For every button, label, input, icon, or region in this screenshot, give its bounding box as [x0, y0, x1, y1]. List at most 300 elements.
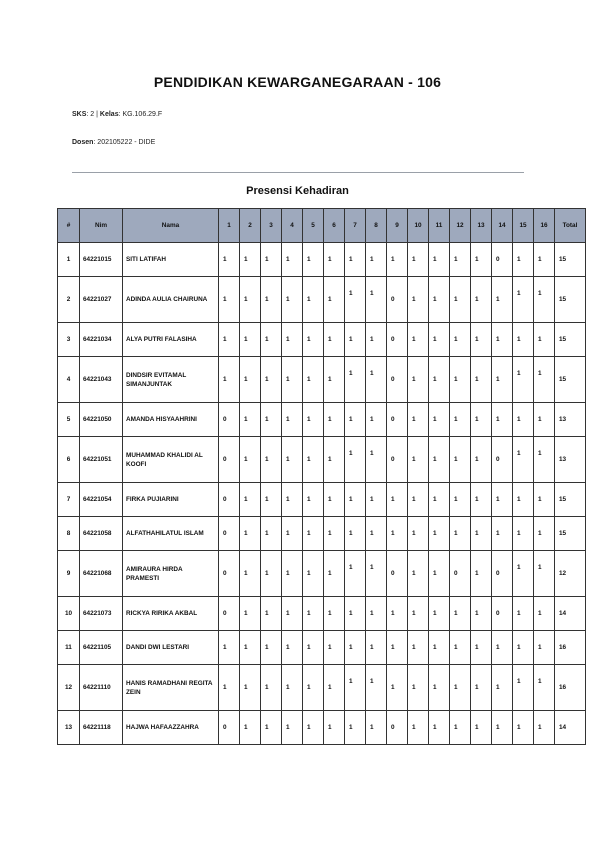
- attendance-cell: 1: [513, 277, 534, 323]
- nim-cell: 64221043: [80, 357, 123, 403]
- attendance-cell: 1: [408, 631, 429, 665]
- attendance-cell: 1: [450, 403, 471, 437]
- attendance-cell: 1: [240, 437, 261, 483]
- attendance-cell: 1: [366, 483, 387, 517]
- attendance-cell: 0: [219, 517, 240, 551]
- attendance-cell: 1: [471, 243, 492, 277]
- total-cell: 16: [555, 665, 586, 711]
- attendance-cell: 1: [492, 631, 513, 665]
- attendance-cell: 1: [513, 597, 534, 631]
- table-row: [58, 437, 586, 483]
- attendance-cell: 1: [513, 437, 534, 483]
- attendance-cell: 1: [450, 357, 471, 403]
- attendance-cell: 1: [219, 243, 240, 277]
- attendance-cell: 1: [345, 517, 366, 551]
- attendance-cell: 0: [492, 597, 513, 631]
- attendance-cell: 1: [240, 243, 261, 277]
- attendance-cell: 1: [492, 711, 513, 745]
- attendance-cell: 1: [303, 403, 324, 437]
- attendance-cell: 1: [492, 483, 513, 517]
- attendance-cell: 1: [408, 711, 429, 745]
- name-cell: RICKYA RIRIKA AKBAL: [123, 597, 219, 631]
- attendance-cell: 1: [261, 631, 282, 665]
- attendance-cell: 1: [219, 323, 240, 357]
- attendance-cell: 0: [387, 323, 408, 357]
- attendance-cell: 0: [492, 243, 513, 277]
- row-number: 6: [58, 437, 80, 483]
- table-row: [58, 277, 586, 323]
- attendance-cell: 1: [492, 277, 513, 323]
- attendance-cell: 1: [282, 243, 303, 277]
- column-header: 15: [513, 209, 534, 243]
- attendance-cell: 1: [303, 277, 324, 323]
- attendance-cell: 1: [345, 357, 366, 403]
- attendance-cell: 1: [219, 665, 240, 711]
- attendance-cell: 1: [429, 631, 450, 665]
- name-cell: AMANDA HISYAAHRINI: [123, 403, 219, 437]
- attendance-cell: 1: [261, 357, 282, 403]
- attendance-cell: 0: [387, 711, 408, 745]
- attendance-cell: 1: [261, 483, 282, 517]
- table-body: [58, 243, 586, 745]
- attendance-cell: 1: [303, 631, 324, 665]
- attendance-cell: 1: [513, 551, 534, 597]
- attendance-cell: 1: [513, 357, 534, 403]
- name-cell: ALYA PUTRI FALASIHA: [123, 323, 219, 357]
- attendance-cell: 1: [303, 437, 324, 483]
- attendance-cell: 1: [324, 665, 345, 711]
- attendance-cell: 1: [534, 517, 555, 551]
- nim-cell: 64221110: [80, 665, 123, 711]
- total-cell: 15: [555, 357, 586, 403]
- attendance-cell: 1: [303, 243, 324, 277]
- attendance-cell: 1: [429, 665, 450, 711]
- attendance-cell: 1: [492, 403, 513, 437]
- attendance-cell: 1: [387, 665, 408, 711]
- attendance-cell: 1: [345, 323, 366, 357]
- attendance-cell: 1: [366, 437, 387, 483]
- attendance-cell: 1: [240, 483, 261, 517]
- attendance-cell: 1: [366, 711, 387, 745]
- row-number: 13: [58, 711, 80, 745]
- attendance-cell: 1: [261, 551, 282, 597]
- kelas-value: : KG.106.29.F: [118, 111, 163, 118]
- column-header: 10: [408, 209, 429, 243]
- name-cell: DINDSIR EVITAMAL SIMANJUNTAK: [123, 357, 219, 403]
- lecturer-info: [72, 139, 155, 146]
- attendance-table: [57, 208, 586, 745]
- attendance-cell: 1: [534, 437, 555, 483]
- attendance-cell: 1: [471, 483, 492, 517]
- attendance-cell: 1: [513, 403, 534, 437]
- attendance-cell: 1: [513, 711, 534, 745]
- column-header: 9: [387, 209, 408, 243]
- attendance-cell: 1: [450, 597, 471, 631]
- total-cell: 15: [555, 517, 586, 551]
- attendance-cell: 0: [219, 403, 240, 437]
- attendance-cell: 1: [408, 665, 429, 711]
- total-cell: 13: [555, 403, 586, 437]
- row-number: 12: [58, 665, 80, 711]
- column-header: 6: [324, 209, 345, 243]
- attendance-cell: 1: [345, 437, 366, 483]
- attendance-cell: 1: [513, 483, 534, 517]
- attendance-cell: 1: [471, 277, 492, 323]
- attendance-cell: 1: [387, 483, 408, 517]
- table-row: [58, 665, 586, 711]
- attendance-cell: 1: [366, 665, 387, 711]
- attendance-cell: 1: [324, 357, 345, 403]
- attendance-cell: 1: [324, 631, 345, 665]
- attendance-cell: 0: [387, 357, 408, 403]
- row-number: 1: [58, 243, 80, 277]
- attendance-cell: 1: [282, 597, 303, 631]
- attendance-cell: 1: [450, 665, 471, 711]
- total-cell: 14: [555, 597, 586, 631]
- attendance-cell: 1: [366, 357, 387, 403]
- attendance-cell: 1: [324, 517, 345, 551]
- attendance-cell: 1: [471, 665, 492, 711]
- total-cell: 15: [555, 277, 586, 323]
- attendance-cell: 1: [534, 551, 555, 597]
- column-header: 8: [366, 209, 387, 243]
- attendance-cell: 1: [408, 483, 429, 517]
- attendance-cell: 1: [345, 631, 366, 665]
- column-header: 5: [303, 209, 324, 243]
- attendance-cell: 0: [219, 711, 240, 745]
- attendance-cell: 1: [345, 711, 366, 745]
- attendance-cell: 1: [324, 483, 345, 517]
- attendance-cell: 1: [282, 517, 303, 551]
- attendance-cell: 1: [324, 323, 345, 357]
- attendance-cell: 1: [282, 551, 303, 597]
- column-header: 14: [492, 209, 513, 243]
- dosen-label: Dosen: [72, 139, 94, 146]
- attendance-cell: 1: [219, 631, 240, 665]
- column-header: #: [58, 209, 80, 243]
- name-cell: HANIS RAMADHANI REGITA ZEIN: [123, 665, 219, 711]
- row-number: 7: [58, 483, 80, 517]
- table-row: [58, 323, 586, 357]
- name-cell: HAJWA HAFAAZZAHRA: [123, 711, 219, 745]
- attendance-cell: 1: [429, 711, 450, 745]
- table-header-row: [58, 209, 586, 243]
- attendance-cell: 1: [282, 403, 303, 437]
- attendance-cell: 1: [261, 437, 282, 483]
- table-row: [58, 631, 586, 665]
- attendance-cell: 1: [387, 597, 408, 631]
- column-header: 16: [534, 209, 555, 243]
- attendance-cell: 1: [240, 323, 261, 357]
- attendance-cell: 1: [261, 323, 282, 357]
- table-row: [58, 243, 586, 277]
- nim-cell: 64221054: [80, 483, 123, 517]
- attendance-cell: 1: [471, 597, 492, 631]
- attendance-cell: 1: [303, 517, 324, 551]
- column-header: 13: [471, 209, 492, 243]
- total-cell: 13: [555, 437, 586, 483]
- attendance-cell: 1: [324, 243, 345, 277]
- row-number: 5: [58, 403, 80, 437]
- attendance-cell: 1: [219, 277, 240, 323]
- nim-cell: 64221015: [80, 243, 123, 277]
- attendance-cell: 1: [261, 403, 282, 437]
- attendance-cell: 1: [282, 665, 303, 711]
- attendance-cell: 1: [345, 243, 366, 277]
- attendance-cell: 1: [534, 597, 555, 631]
- attendance-cell: 1: [408, 403, 429, 437]
- nim-cell: 64221027: [80, 277, 123, 323]
- column-header: 1: [219, 209, 240, 243]
- row-number: 2: [58, 277, 80, 323]
- attendance-cell: 1: [366, 517, 387, 551]
- course-info: [72, 111, 162, 118]
- attendance-cell: 1: [282, 357, 303, 403]
- table-row: [58, 711, 586, 745]
- name-cell: ALFATHAHILATUL ISLAM: [123, 517, 219, 551]
- table-row: [58, 483, 586, 517]
- dosen-value: : 202105222 - DIDE: [93, 139, 156, 146]
- attendance-cell: 1: [261, 597, 282, 631]
- attendance-cell: 1: [534, 277, 555, 323]
- row-number: 9: [58, 551, 80, 597]
- attendance-cell: 1: [429, 277, 450, 323]
- attendance-cell: 0: [219, 597, 240, 631]
- total-cell: 15: [555, 243, 586, 277]
- attendance-cell: 1: [450, 243, 471, 277]
- attendance-cell: 1: [324, 597, 345, 631]
- attendance-cell: 1: [240, 357, 261, 403]
- attendance-cell: 1: [450, 277, 471, 323]
- attendance-cell: 1: [324, 551, 345, 597]
- attendance-cell: 1: [471, 551, 492, 597]
- row-number: 8: [58, 517, 80, 551]
- attendance-cell: 1: [387, 517, 408, 551]
- column-header: 4: [282, 209, 303, 243]
- attendance-cell: 1: [240, 665, 261, 711]
- attendance-cell: 1: [471, 517, 492, 551]
- attendance-cell: 1: [492, 665, 513, 711]
- attendance-cell: 1: [408, 243, 429, 277]
- attendance-cell: 1: [240, 403, 261, 437]
- attendance-cell: 1: [324, 277, 345, 323]
- attendance-cell: 1: [471, 323, 492, 357]
- attendance-cell: 1: [408, 357, 429, 403]
- table-row: [58, 357, 586, 403]
- attendance-cell: 1: [303, 357, 324, 403]
- attendance-cell: 1: [492, 323, 513, 357]
- attendance-cell: 1: [282, 711, 303, 745]
- attendance-cell: 1: [366, 277, 387, 323]
- row-number: 4: [58, 357, 80, 403]
- attendance-cell: 1: [492, 357, 513, 403]
- attendance-cell: 1: [534, 711, 555, 745]
- attendance-cell: 1: [219, 357, 240, 403]
- attendance-cell: 1: [513, 243, 534, 277]
- nim-cell: 64221105: [80, 631, 123, 665]
- attendance-cell: 1: [324, 437, 345, 483]
- column-header: Nim: [80, 209, 123, 243]
- attendance-cell: 1: [513, 631, 534, 665]
- attendance-cell: 1: [429, 243, 450, 277]
- attendance-cell: 1: [429, 483, 450, 517]
- attendance-cell: 1: [240, 631, 261, 665]
- attendance-cell: 1: [345, 403, 366, 437]
- attendance-cell: 1: [534, 357, 555, 403]
- attendance-cell: 1: [303, 711, 324, 745]
- nim-cell: 64221068: [80, 551, 123, 597]
- attendance-cell: 1: [282, 483, 303, 517]
- attendance-cell: 1: [450, 711, 471, 745]
- section-title: Presensi Kehadiran: [246, 185, 349, 197]
- name-cell: DANDI DWI LESTARI: [123, 631, 219, 665]
- divider: [72, 172, 524, 173]
- attendance-cell: 0: [492, 551, 513, 597]
- column-header: 3: [261, 209, 282, 243]
- attendance-cell: 1: [513, 665, 534, 711]
- attendance-cell: 1: [387, 631, 408, 665]
- attendance-cell: 1: [408, 323, 429, 357]
- total-cell: 12: [555, 551, 586, 597]
- name-cell: AMIRAURA HIRDA PRAMESTI: [123, 551, 219, 597]
- column-header: 12: [450, 209, 471, 243]
- attendance-cell: 1: [324, 711, 345, 745]
- attendance-cell: 1: [324, 403, 345, 437]
- attendance-cell: 1: [240, 597, 261, 631]
- page-title: PENDIDIKAN KEWARGANEGARAAN - 106: [153, 74, 442, 90]
- column-header: 2: [240, 209, 261, 243]
- attendance-cell: 1: [261, 711, 282, 745]
- sks-label: SKS: [72, 111, 87, 118]
- attendance-cell: 1: [387, 243, 408, 277]
- attendance-cell: 1: [429, 323, 450, 357]
- attendance-cell: 1: [408, 551, 429, 597]
- attendance-cell: 1: [366, 551, 387, 597]
- nim-cell: 64221034: [80, 323, 123, 357]
- attendance-cell: 1: [261, 277, 282, 323]
- nim-cell: 64221058: [80, 517, 123, 551]
- attendance-cell: 0: [450, 551, 471, 597]
- attendance-cell: 1: [534, 665, 555, 711]
- attendance-cell: 1: [471, 437, 492, 483]
- table-row: [58, 551, 586, 597]
- attendance-cell: 1: [240, 711, 261, 745]
- attendance-cell: 1: [282, 277, 303, 323]
- attendance-cell: 1: [471, 711, 492, 745]
- column-header: Total: [555, 209, 586, 243]
- attendance-cell: 1: [366, 631, 387, 665]
- total-cell: 15: [555, 323, 586, 357]
- sks-value: : 2 |: [86, 111, 100, 118]
- attendance-cell: 1: [345, 551, 366, 597]
- attendance-cell: 1: [429, 551, 450, 597]
- column-header: 11: [429, 209, 450, 243]
- attendance-cell: 0: [387, 437, 408, 483]
- column-header: 7: [345, 209, 366, 243]
- row-number: 10: [58, 597, 80, 631]
- attendance-cell: 1: [471, 403, 492, 437]
- attendance-cell: 1: [240, 551, 261, 597]
- nim-cell: 64221073: [80, 597, 123, 631]
- table-row: [58, 597, 586, 631]
- kelas-label: Kelas: [99, 111, 119, 118]
- total-cell: 15: [555, 483, 586, 517]
- attendance-cell: 0: [492, 437, 513, 483]
- attendance-cell: 1: [513, 323, 534, 357]
- attendance-cell: 1: [282, 323, 303, 357]
- attendance-cell: 1: [240, 277, 261, 323]
- nim-cell: 64221050: [80, 403, 123, 437]
- attendance-cell: 1: [345, 597, 366, 631]
- attendance-cell: 1: [534, 243, 555, 277]
- attendance-cell: 0: [219, 551, 240, 597]
- total-cell: 14: [555, 711, 586, 745]
- attendance-cell: 0: [219, 483, 240, 517]
- attendance-cell: 1: [345, 483, 366, 517]
- attendance-cell: 0: [219, 437, 240, 483]
- attendance-cell: 1: [450, 323, 471, 357]
- attendance-cell: 1: [534, 631, 555, 665]
- attendance-cell: 1: [429, 517, 450, 551]
- attendance-cell: 1: [450, 631, 471, 665]
- row-number: 3: [58, 323, 80, 357]
- attendance-cell: 1: [450, 483, 471, 517]
- attendance-cell: 1: [303, 323, 324, 357]
- attendance-cell: 1: [450, 437, 471, 483]
- attendance-cell: 1: [303, 665, 324, 711]
- attendance-cell: 1: [303, 597, 324, 631]
- attendance-cell: 1: [534, 483, 555, 517]
- attendance-cell: 1: [366, 323, 387, 357]
- attendance-cell: 1: [261, 243, 282, 277]
- attendance-cell: 1: [429, 403, 450, 437]
- attendance-cell: 0: [387, 551, 408, 597]
- row-number: 11: [58, 631, 80, 665]
- name-cell: SITI LATIFAH: [123, 243, 219, 277]
- name-cell: ADINDA AULIA CHAIRUNA: [123, 277, 219, 323]
- attendance-cell: 1: [303, 551, 324, 597]
- attendance-cell: 1: [429, 437, 450, 483]
- attendance-cell: 1: [534, 323, 555, 357]
- attendance-cell: 1: [408, 597, 429, 631]
- attendance-cell: 1: [471, 631, 492, 665]
- attendance-cell: 1: [429, 357, 450, 403]
- table-row: [58, 517, 586, 551]
- attendance-cell: 1: [261, 517, 282, 551]
- attendance-cell: 1: [282, 437, 303, 483]
- attendance-cell: 1: [345, 665, 366, 711]
- attendance-cell: 1: [471, 357, 492, 403]
- attendance-cell: 0: [387, 403, 408, 437]
- attendance-cell: 1: [408, 437, 429, 483]
- nim-cell: 64221051: [80, 437, 123, 483]
- attendance-cell: 1: [534, 403, 555, 437]
- attendance-cell: 1: [408, 277, 429, 323]
- attendance-cell: 1: [261, 665, 282, 711]
- attendance-cell: 1: [450, 517, 471, 551]
- attendance-cell: 1: [408, 517, 429, 551]
- name-cell: FIRKA PUJIARINI: [123, 483, 219, 517]
- name-cell: MUHAMMAD KHALIDI AL KOOFI: [123, 437, 219, 483]
- attendance-cell: 1: [513, 517, 534, 551]
- attendance-cell: 1: [366, 597, 387, 631]
- attendance-cell: 1: [366, 403, 387, 437]
- attendance-cell: 1: [366, 243, 387, 277]
- attendance-cell: 1: [429, 597, 450, 631]
- attendance-cell: 1: [492, 517, 513, 551]
- attendance-cell: 1: [240, 517, 261, 551]
- column-header: Nama: [123, 209, 219, 243]
